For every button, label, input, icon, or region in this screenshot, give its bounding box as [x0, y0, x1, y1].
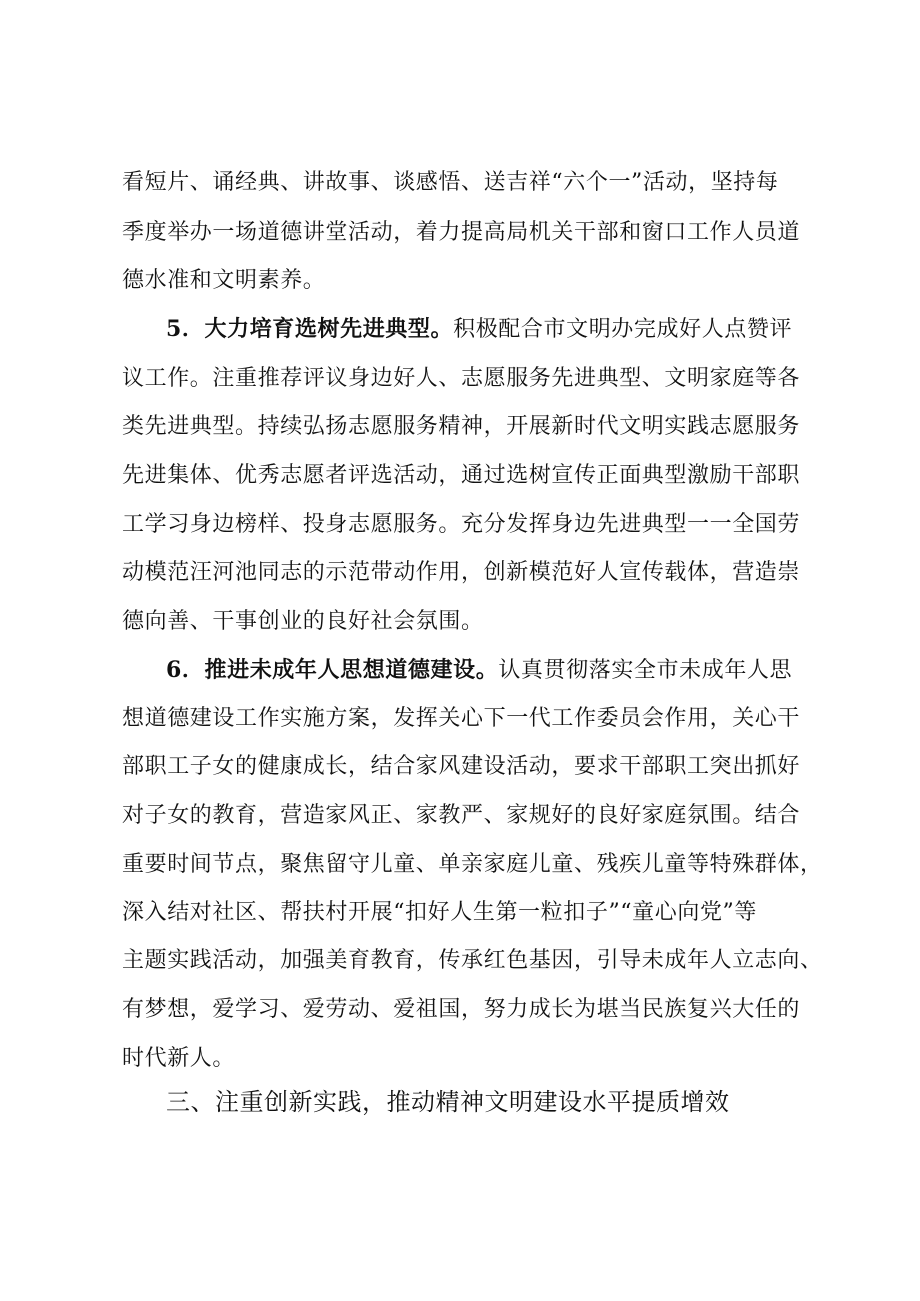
section-5-first-line — [166, 314, 792, 345]
paragraph-line: 先进集体、优秀志愿者评选活动，通过选树宣传正面典型激励干部职 — [122, 463, 801, 488]
paragraph-line: 德向善、干事创业的良好社会氛围。 — [122, 609, 484, 634]
paragraph-line: 想道德建设工作实施方案，发挥关心下一代工作委员会作用，关心干 — [122, 706, 801, 731]
section-6-lead-text: 认真贯彻落实全市未成年人思 — [498, 658, 793, 683]
paragraph-line: 季度举办一场道德讲堂活动，着力提高局机关干部和窗口工作人员道 — [122, 220, 801, 245]
section-6-title: 6．推进未成年人思想道德建设。 — [166, 657, 499, 683]
paragraph-line: 类先进典型。持续弘扬志愿服务精神，开展新时代文明实践志愿服务 — [122, 414, 801, 439]
section-5-lead-text: 积极配合市文明办完成好人点赞评 — [453, 317, 793, 342]
paragraph-line: 部职工子女的健康成长，结合家风建设活动，要求干部职工突出抓好 — [122, 754, 801, 779]
paragraph-line: 重要时间节点，聚焦留守儿童、单亲家庭儿童、残疾儿童等特殊群体， — [122, 852, 823, 877]
section-6-first-line — [166, 655, 792, 686]
paragraph-line: 时代新人。 — [122, 1046, 236, 1071]
paragraph-line: 看短片、诵经典、讲故事、谈感悟、送吉祥“六个一”活动，坚持每 — [122, 170, 779, 195]
paragraph-line: 议工作。注重推荐评议身边好人、志愿服务先进典型、文明家庭等各 — [122, 366, 801, 391]
paragraph-line: 主题实践活动，加强美育教育，传承红色基因，引导未成年人立志向、 — [122, 948, 823, 973]
paragraph-line: 有梦想，爱学习、爱劳动、爱祖国，努力成长为堪当民族复兴大任的 — [122, 997, 801, 1022]
section-heading: 三、注重创新实践，推动精神文明建设水平提质增效 — [166, 1088, 730, 1116]
paragraph-line: 工学习身边榜样、投身志愿服务。充分发挥身边先进典型一一全国劳 — [122, 512, 801, 537]
paragraph-line: 对子女的教育，营造家风正、家教严、家规好的良好家庭氛围。结合 — [122, 803, 801, 828]
paragraph-line: 德水准和文明素养。 — [122, 268, 326, 293]
paragraph-line: 深入结对社区、帮扶村开展“扣好人生第一粒扣子”“童心向党”等 — [122, 900, 757, 925]
section-5-title: 5．大力培育选树先进典型。 — [166, 316, 454, 342]
paragraph-line: 动模范汪河池同志的示范带动作用，创新模范好人宣传载体，营造崇 — [122, 560, 801, 585]
